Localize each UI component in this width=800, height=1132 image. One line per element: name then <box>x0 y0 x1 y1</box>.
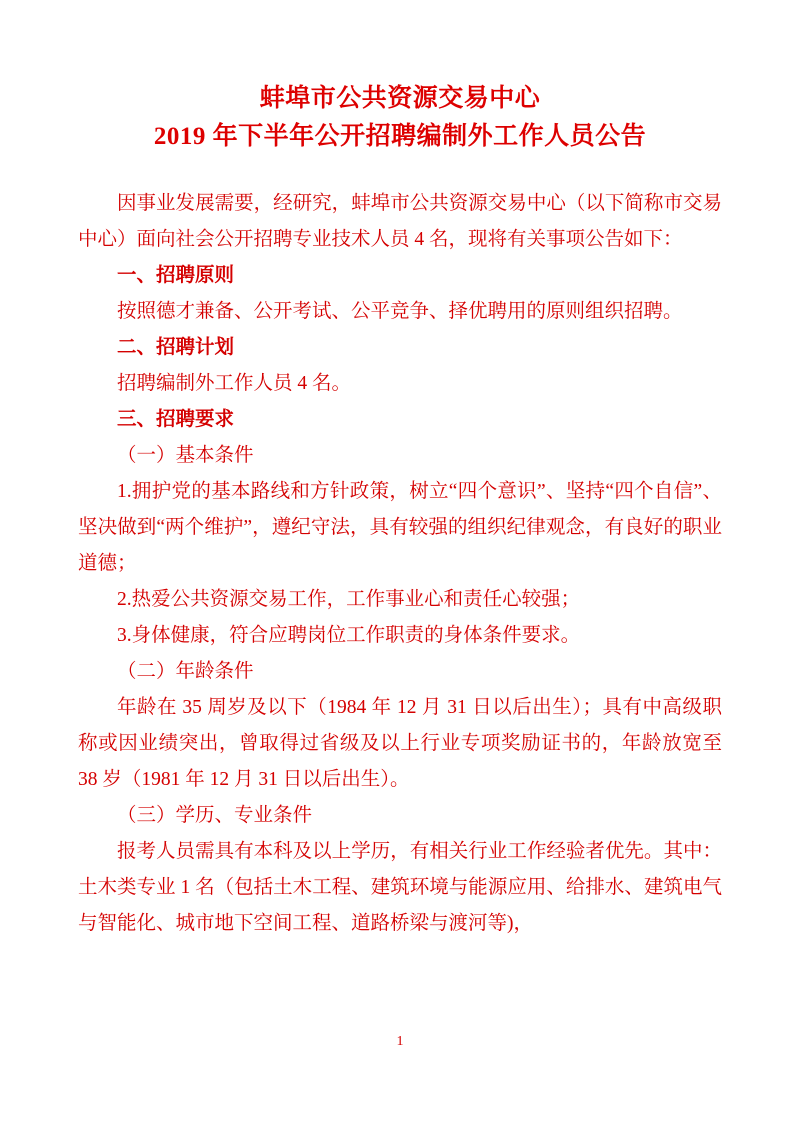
section-heading-plan: 二、招聘计划 <box>117 337 235 358</box>
paragraph-condition-2: 2.热爱公共资源交易工作，工作事业心和责任心较强； <box>117 589 581 610</box>
paragraph-condition-1: 1.拥护党的基本路线和方针政策，树立“四个意识”、坚持“四个自信”、坚决做到“两个维护”，遵纪守法，具有较强的组织纪律观念，有良好的职业道德； <box>78 481 722 574</box>
paragraph-principles: 按照德才兼备、公开考试、公平竞争、择优聘用的原则组织招聘。 <box>117 301 683 322</box>
paragraph-plan: 招聘编制外工作人员 4 名。 <box>117 373 352 394</box>
paragraph-intro: 因事业发展需要，经研究，蚌埠市公共资源交易中心（以下简称市交易中心）面向社会公开招聘专业技术人员 4 名，现将有关事项公告如下： <box>78 193 722 250</box>
document-body <box>78 186 722 942</box>
document-title-line-2: 2019 年下半年公开招聘编制外工作人员公告 <box>153 123 647 150</box>
section-heading-requirements: 三、招聘要求 <box>117 409 235 430</box>
section-heading-principles: 一、招聘原则 <box>117 265 235 286</box>
paragraph-age-detail: 年龄在 35 周岁及以下（1984 年 12 月 31 日以后出生）；具有中高级职称或因业绩突出，曾取得过省级及以上行业专项奖励证书的，年龄放宽至 38 岁（1981 年 12 月 31 日以后出生）。 <box>78 697 722 790</box>
paragraph-condition-3: 3.身体健康，符合应聘岗位工作职责的身体条件要求。 <box>117 625 581 646</box>
subsection-age-conditions: （二）年龄条件 <box>117 661 254 682</box>
subsection-basic-conditions: （一）基本条件 <box>117 445 254 466</box>
page-number: 1 <box>396 1034 404 1049</box>
paragraph-education-detail: 报考人员需具有本科及以上学历，有相关行业工作经验者优先。其中：土木类专业 1 名（包括土木工程、建筑环境与能源应用、给排水、建筑电气与智能化、城市地下空间工程、道路桥梁与渡河等)， <box>78 841 722 934</box>
page-title <box>78 80 722 156</box>
subsection-education-conditions: （三）学历、专业条件 <box>117 805 313 826</box>
document-title-line-1: 蚌埠市公共资源交易中心 <box>259 85 541 112</box>
document-content <box>78 80 722 942</box>
